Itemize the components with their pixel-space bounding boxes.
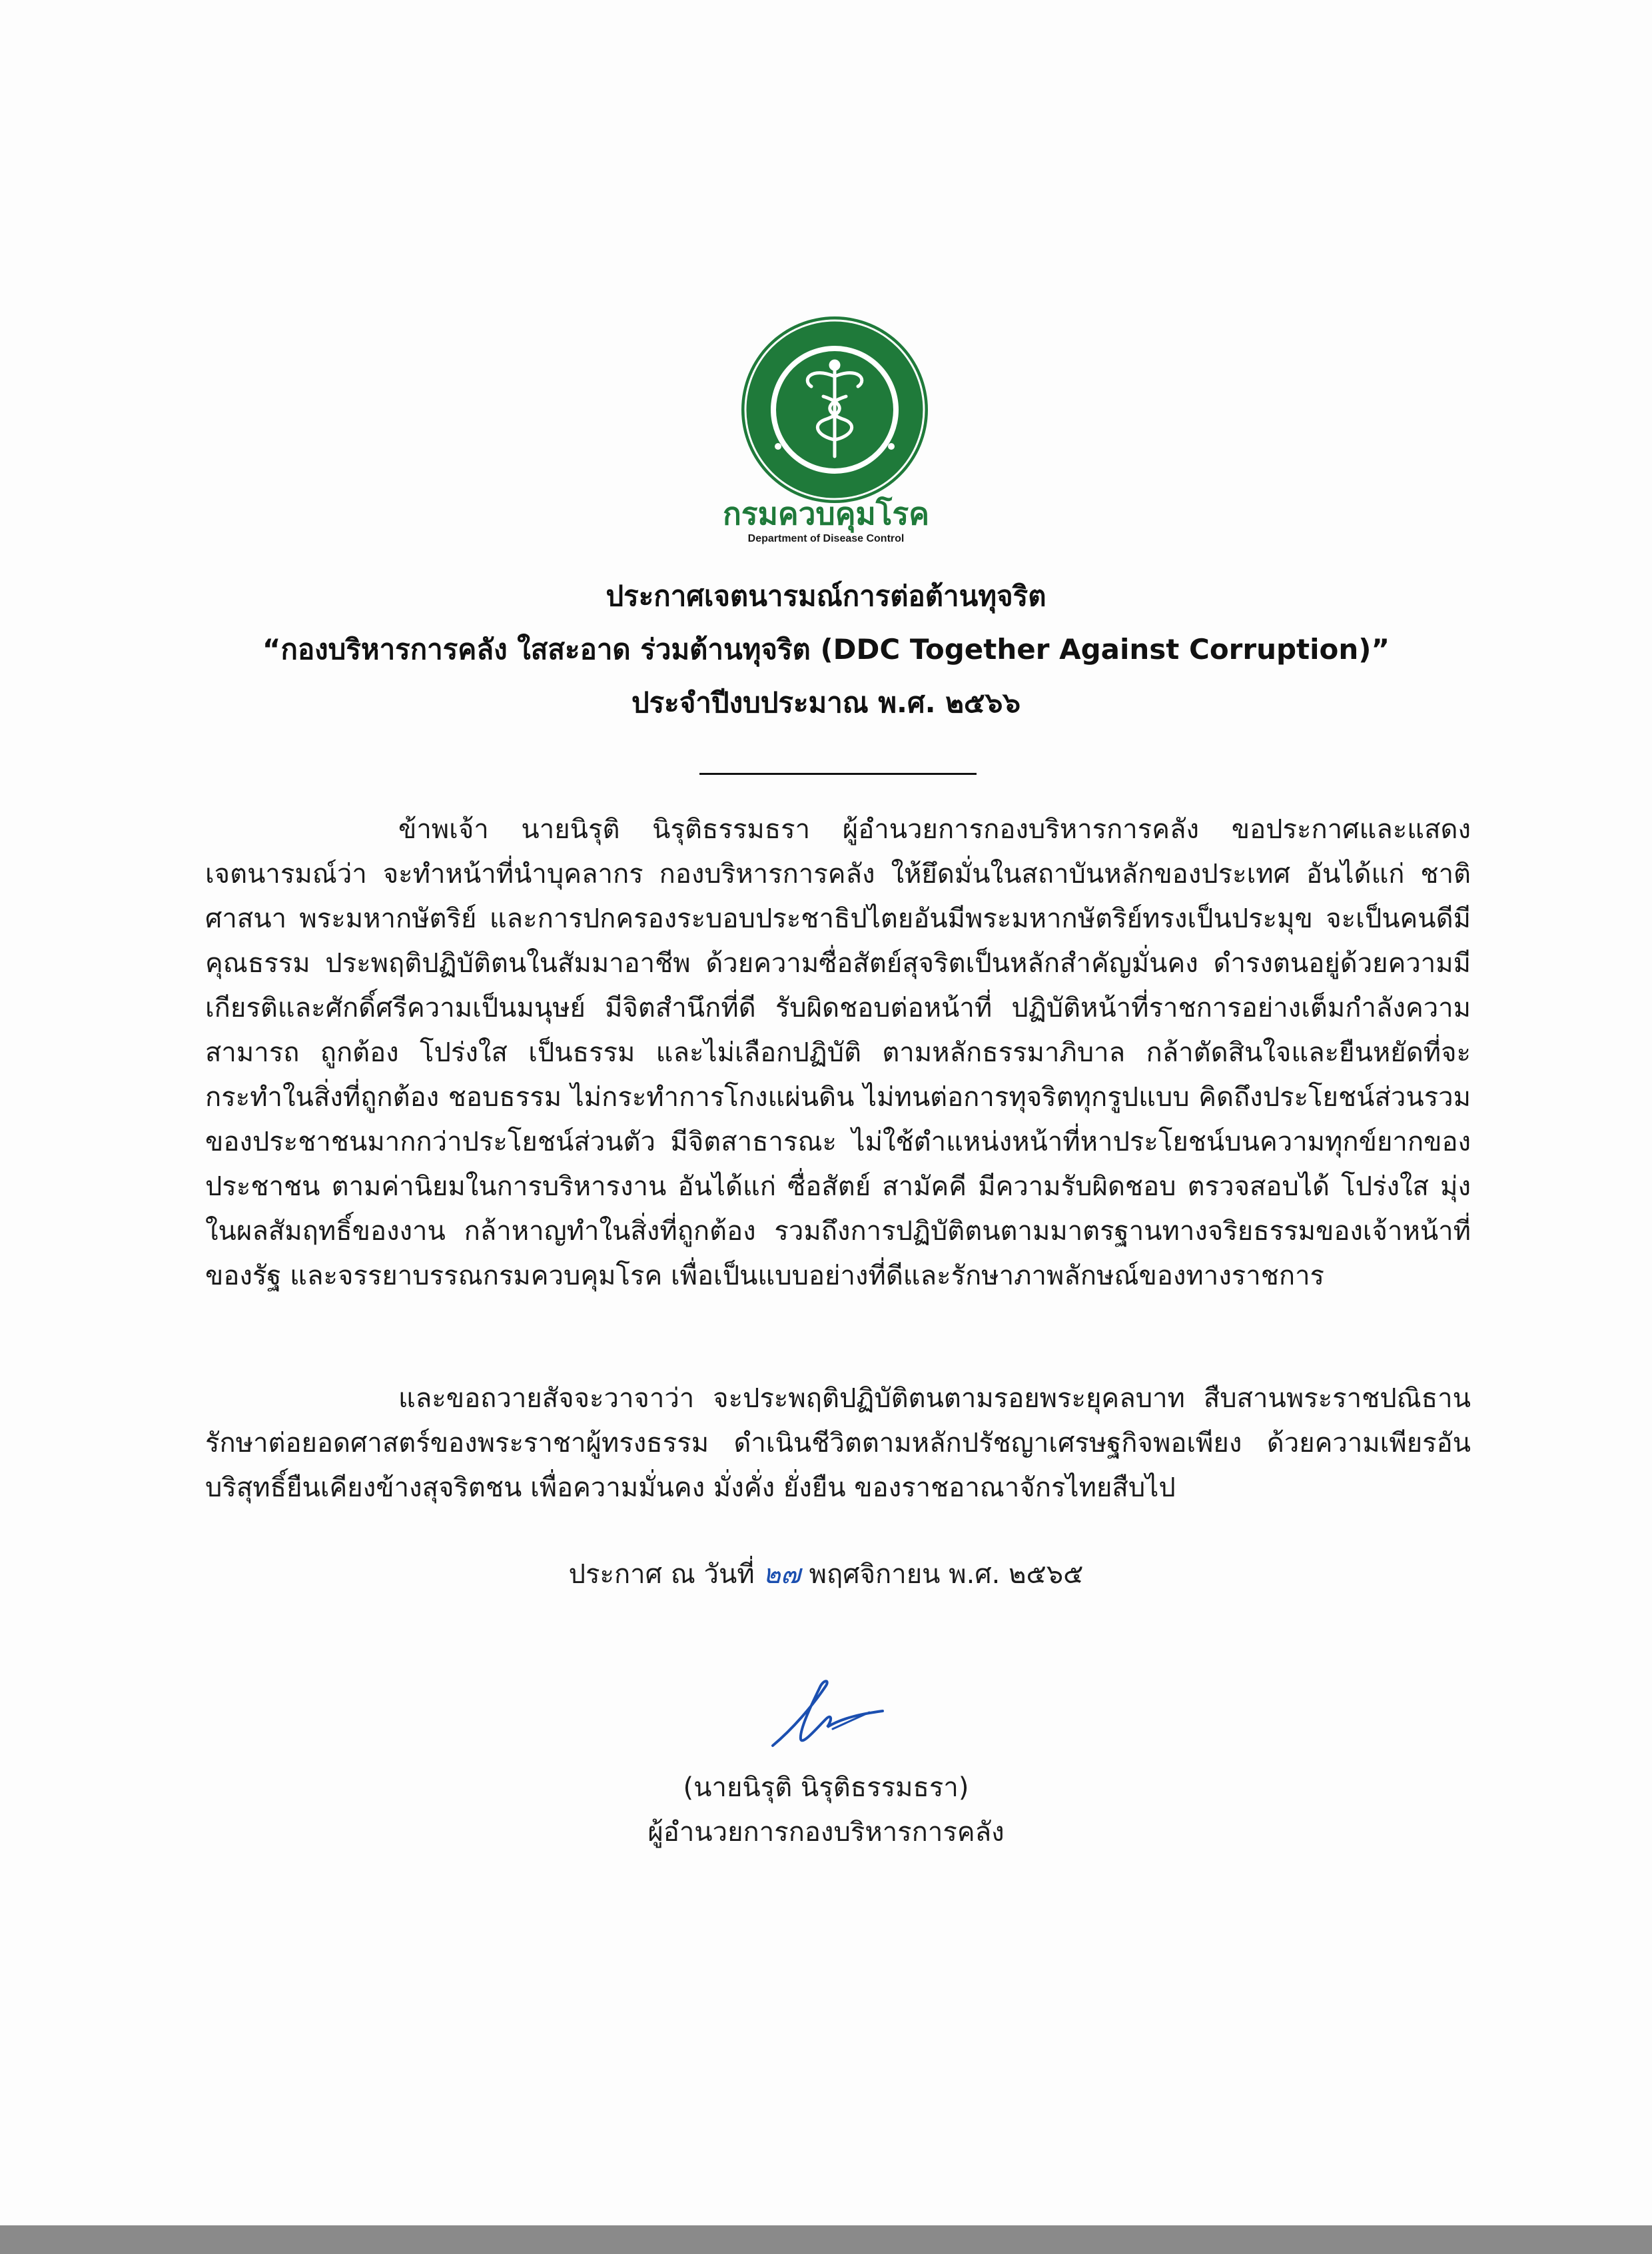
org-name-thai: กรมควบคุมโรค xyxy=(723,496,929,532)
handwritten-signature xyxy=(753,1666,899,1766)
campaign-title: “กองบริหารการคลัง ใสสะอาด ร่วมต้านทุจริต (DDC Together Against Corruption)” xyxy=(262,633,1390,666)
announcement-title: ประกาศเจตนารมณ์การต่อต้านทุจริต xyxy=(606,580,1046,612)
announcement-month-year: พฤศจิกายน พ.ศ. ๒๕๖๕ xyxy=(809,1559,1084,1590)
title-divider xyxy=(699,773,977,775)
signatory-position: ผู้อำนวยการกองบริหารการคลัง xyxy=(647,1817,1005,1848)
scan-bottom-edge xyxy=(0,2225,1652,2254)
org-name-english: Department of Disease Control xyxy=(747,533,905,544)
announcement-date-prefix: ประกาศ ณ วันที่ xyxy=(568,1559,755,1590)
fiscal-year-title: ประจำปีงบประมาณ พ.ศ. ๒๕๖๖ xyxy=(631,686,1021,719)
signatory-name: (นายนิรุติ นิรุติธรรมธรา) xyxy=(683,1772,969,1803)
body-paragraph-1: ข้าพเจ้า นายนิรุติ นิรุติธรรมธรา ผู้อำนวยการกองบริหารการคลัง ขอประกาศและแสดงเจตนารมณ์ว่า จะทำหน้าที่นำบุคลากร กองบริหารการคลัง ให้ยึดมั่นในสถาบันหลักของประเทศ อันได้แก่ ชาติ ศาสนา พระมหากษัตริย์ และการปกครองระบอบประชาธิปไตยอันมีพระมหากษัตริย์ทรงเป็นประมุข จะเป็นคนดีมีคุณธรรม ประพฤติปฏิบัติตนในสัมมาอาชีพ ด้วยความซื่อสัตย์สุจริตเป็นหลักสำคัญมั่นคง ดำรงตนอยู่ด้วยความมีเกียรติและศักดิ์ศรีความเป็นมนุษย์ มีจิตสำนึกที่ดี รับผิดชอบต่อหน้าที่ ปฏิบัติหน้าที่ราชการอย่างเต็มกำลังความสามารถ ถูกต้อง โปร่งใส เป็นธรรม และไม่เลือกปฏิบัติ ตามหลักธรรมาภิบาล กล้าตัดสินใจและยืนหยัดที่จะกระทำในสิ่งที่ถูกต้อง ชอบธรรม ไม่กระทำการโกงแผ่นดิน ไม่ทนต่อการทุจริตทุกรูปแบบ คิดถึงประโยชน์ส่วนรวมของประชาชนมากกว่าประโยชน์ส่วนตัว มีจิตสาธารณะ ไม่ใช้ตำแหน่งหน้าที่หาประโยชน์บนความทุกข์ยากของประชาชน ตามค่านิยมในการบริหารงาน อันได้แก่ ซื่อสัตย์ สามัคคี มีความรับผิดชอบ ตรวจสอบได้ โปร่งใส มุ่งในผลสัมฤทธิ์ของงาน กล้าหาญทำในสิ่งที่ถูกต้อง รวมถึงการปฏิบัติตนตามมาตรฐานทางจริยธรรมของเจ้าหน้าที่ของรัฐ และจรรยาบรรณกรมควบคุมโรค เพื่อเป็นแบบอย่างที่ดีและรักษาภาพลักษณ์ของทางราชการ xyxy=(205,814,1471,1291)
body-paragraph-2: และขอถวายสัจจะวาจาว่า จะประพฤติปฏิบัติตนตามรอยพระยุคลบาท สืบสานพระราชปณิธานรักษาต่อยอดศาสตร์ของพระราชาผู้ทรงธรรม ดำเนินชีวิตตามหลักปรัชญาเศรษฐกิจพอเพียง ด้วยความเพียรอันบริสุทธิ์ยืนเคียงข้างสุจริตชน เพื่อความมั่นคง มั่งคั่ง ยั่งยืน ของราชอาณาจักรไทยสืบไป xyxy=(205,1383,1471,1503)
announcement-date xyxy=(400,1552,1252,1597)
announcement-day-handwritten: ๒๗ xyxy=(763,1559,801,1590)
ministry-seal-logo xyxy=(738,313,931,506)
